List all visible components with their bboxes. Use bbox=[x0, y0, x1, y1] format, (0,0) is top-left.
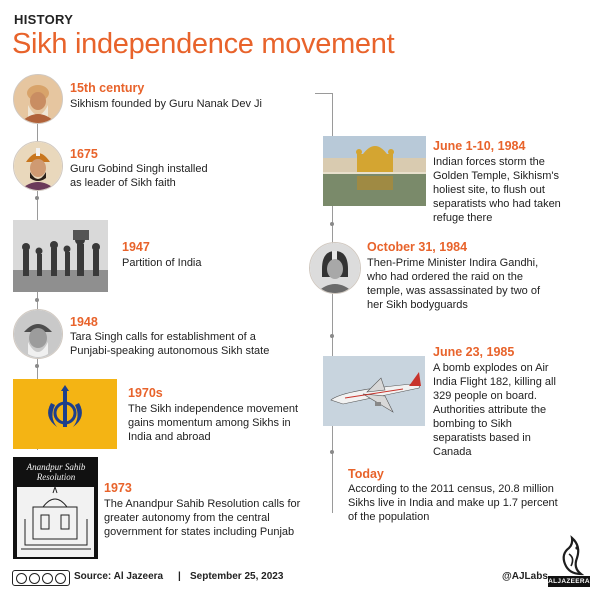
event-date: June 1-10, 1984 bbox=[433, 139, 526, 153]
event-description: Tara Singh calls for establishment of a Punjabi-speaking autonomous Sikh state bbox=[70, 331, 270, 357]
event-description: Then-Prime Minister Indira Gandhi, who had ordered the raid on the temple, was assassinated by two of her Sikh bodyguards bbox=[367, 257, 541, 311]
anandpur-resolution-image bbox=[13, 457, 98, 559]
event-date: 1947 bbox=[122, 240, 150, 254]
timeline-dot bbox=[330, 450, 334, 454]
timeline-dot bbox=[35, 196, 39, 200]
partition-photo bbox=[13, 220, 108, 292]
page-title: Sikh independence movement bbox=[12, 28, 395, 60]
event-description: Partition of India bbox=[122, 257, 202, 269]
event-date: 1948 bbox=[70, 315, 98, 329]
event-date: 1970s bbox=[128, 386, 163, 400]
indira-gandhi-portrait bbox=[309, 242, 361, 294]
resolution-caption: Anandpur Sahib Resolution bbox=[26, 462, 86, 482]
event-date: 1675 bbox=[70, 147, 98, 161]
event-description: The Sikh independence movement gains momentum among Sikhs in India and abroad bbox=[128, 403, 298, 443]
khalistan-flag bbox=[13, 379, 117, 449]
event-date: Today bbox=[348, 467, 384, 481]
event-description: Sikhism founded by Guru Nanak Dev Ji bbox=[70, 98, 262, 110]
event-description: According to the 2011 census, 20.8 million Sikhs live in India and make up 1.7 percent of the population bbox=[348, 483, 558, 523]
aljazeera-wordmark: ALJAZEERA bbox=[548, 578, 590, 585]
publish-date: September 25, 2023 bbox=[190, 571, 284, 582]
creative-commons-icon bbox=[12, 570, 70, 586]
event-description: The Anandpur Sahib Resolution calls for greater autonomy from the central government for states including Punjab bbox=[104, 498, 301, 538]
timeline-dot bbox=[35, 298, 39, 302]
guru-nanak-portrait bbox=[13, 74, 63, 124]
timeline-dot bbox=[330, 222, 334, 226]
timeline-connector bbox=[315, 93, 332, 94]
event-date: 1973 bbox=[104, 481, 132, 495]
event-date: 15th century bbox=[70, 81, 145, 95]
footer-separator: | bbox=[178, 571, 181, 582]
timeline-dot bbox=[35, 364, 39, 368]
guru-gobind-portrait bbox=[13, 141, 63, 191]
footer bbox=[0, 568, 600, 600]
golden-temple-photo bbox=[323, 136, 426, 206]
event-date: June 23, 1985 bbox=[433, 345, 515, 359]
event-description: A bomb explodes on Air India Flight 182, killing all 329 people on board. Authorities attribute the bombing to Sikh separatists based in Canada bbox=[433, 362, 556, 458]
ajlabs-handle: @AJLabs bbox=[502, 571, 548, 582]
source-label: Source: Al Jazeera bbox=[74, 571, 164, 582]
air-india-plane-photo bbox=[323, 356, 425, 426]
event-date: October 31, 1984 bbox=[367, 240, 468, 254]
kicker: HISTORY bbox=[14, 12, 74, 27]
tara-singh-portrait bbox=[13, 309, 63, 359]
event-description: Guru Gobind Singh installed as leader of Sikh faith bbox=[70, 163, 208, 189]
event-description: Indian forces storm the Golden Temple, Sikhism's holiest site, to flush out separatists who had taken refuge there bbox=[433, 156, 561, 224]
timeline-dot bbox=[330, 334, 334, 338]
